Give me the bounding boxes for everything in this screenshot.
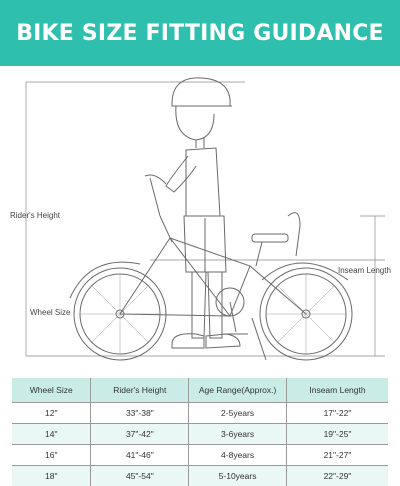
inseam-length-cell: 21"-27" — [286, 445, 388, 466]
bike-fitting-illustration — [0, 66, 400, 366]
table-header-row — [12, 378, 388, 403]
inseam-length-cell: 19"-25" — [286, 424, 388, 445]
col-header-age-range: Age Range(Approx.) — [189, 378, 287, 403]
age-range-cell: 4-8years — [189, 445, 287, 466]
riders-height-cell: 45"-54" — [91, 466, 189, 486]
age-range-cell: 2-5years — [189, 403, 287, 424]
table-row — [12, 424, 388, 445]
size-chart-table — [12, 378, 388, 486]
bicycle-icon — [70, 175, 352, 360]
riders-height-cell: 37"-42" — [91, 424, 189, 445]
age-range-cell: 5-10years — [189, 466, 287, 486]
table-row — [12, 403, 388, 424]
col-header-inseam-length: Inseam Length — [286, 378, 388, 403]
inseam-length-cell: 22"-29" — [286, 466, 388, 486]
col-header-wheel-size: Wheel Size — [12, 378, 91, 403]
wheel-size-label: Wheel Size — [30, 308, 70, 317]
wheel-size-cell: 14" — [12, 424, 91, 445]
riders-height-label: Rider's Height — [10, 211, 60, 220]
page-title: BIKE SIZE FITTING GUIDANCE — [16, 21, 384, 46]
wheel-size-cell: 18" — [12, 466, 91, 486]
riders-height-cell: 41"-46" — [91, 445, 189, 466]
riders-height-cell: 33"-38" — [91, 403, 189, 424]
child-rider-icon — [166, 78, 240, 348]
wheel-size-cell: 16" — [12, 445, 91, 466]
title-banner — [0, 0, 400, 66]
col-header-riders-height: Rider's Height — [91, 378, 189, 403]
inseam-length-label: Inseam Length — [338, 266, 391, 275]
wheel-size-cell: 12" — [12, 403, 91, 424]
table-row — [12, 466, 388, 486]
inseam-length-cell: 17"-22" — [286, 403, 388, 424]
age-range-cell: 3-6years — [189, 424, 287, 445]
table-row — [12, 445, 388, 466]
size-table — [12, 378, 388, 480]
